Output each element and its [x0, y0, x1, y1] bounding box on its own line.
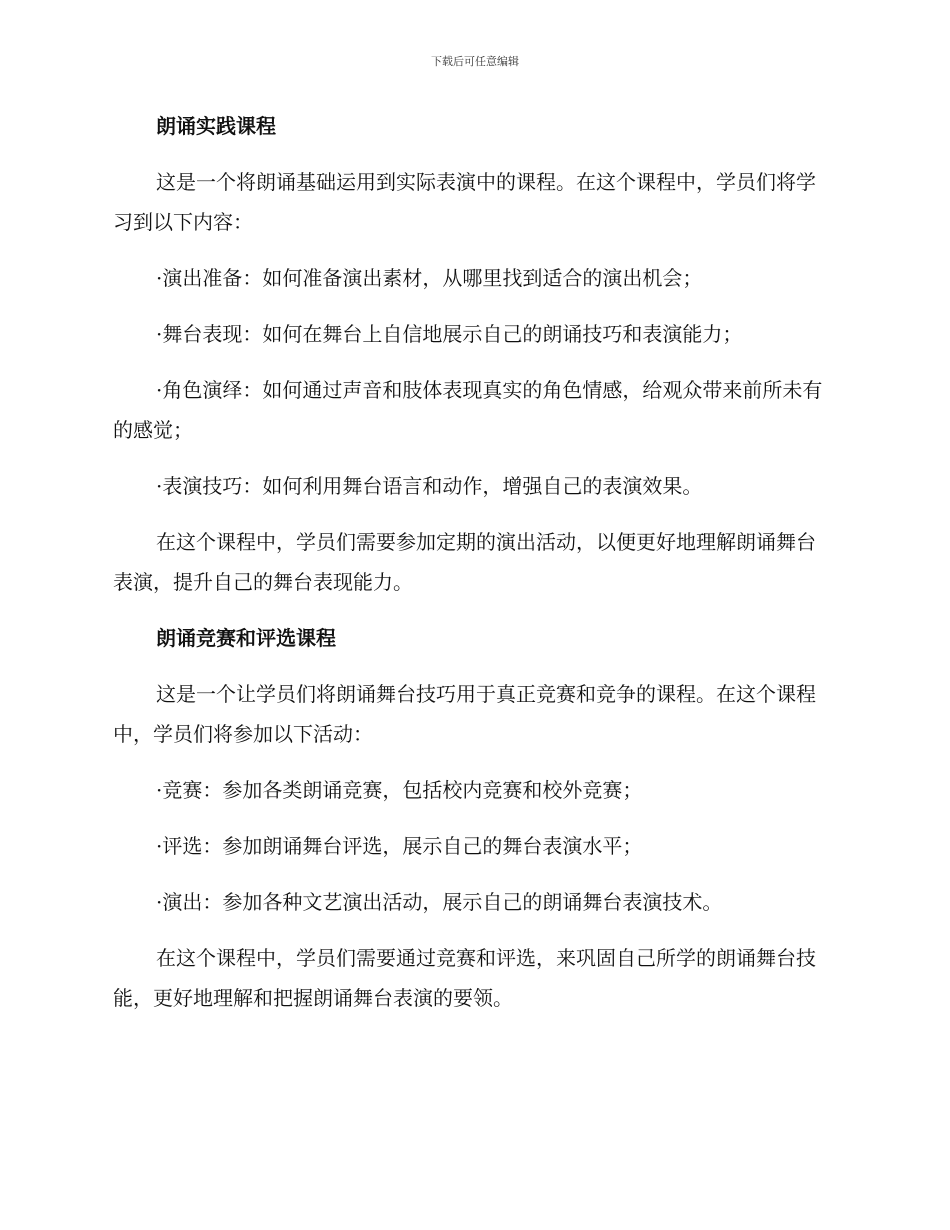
section-competition-course	[113, 618, 833, 1018]
section-heading: 朗诵竞赛和评选课程	[156, 626, 336, 650]
bullet-dot: ·	[156, 474, 163, 498]
bullet-text: 表演技巧：如何利用舞台语言和动作，增强自己的表演效果。	[162, 474, 703, 498]
document-body	[113, 106, 833, 1034]
bullet-text: 竞赛：参加各类朗诵竞赛，包括校内竞赛和校外竞赛；	[162, 778, 643, 802]
bullet-item	[113, 466, 833, 506]
bullet-dot: ·	[156, 266, 163, 290]
bullet-text: 评选：参加朗诵舞台评选，展示自己的舞台表演水平；	[162, 834, 643, 858]
bullet-text: 演出：参加各种文艺演出活动，展示自己的朗诵舞台表演技术。	[162, 890, 723, 914]
bullet-dot: ·	[156, 890, 163, 914]
bullet-item	[113, 770, 833, 810]
bullet-text: 角色演绎：如何通过声音和肢体表现真实的角色情感，给观众带来前所未有的感觉；	[113, 378, 823, 442]
bullet-dot: ·	[156, 778, 163, 802]
page-header-note: 下载后可任意编辑	[431, 55, 519, 68]
bullet-item	[113, 882, 833, 922]
bullet-text: 舞台表现：如何在舞台上自信地展示自己的朗诵技巧和表演能力；	[162, 322, 743, 346]
section-closing-paragraph: 在这个课程中，学员们需要参加定期的演出活动，以便更好地理解朗诵舞台表演，提升自己的舞台表现能力。	[113, 530, 816, 594]
section-intro-paragraph: 这是一个将朗诵基础运用到实际表演中的课程。在这个课程中，学员们将学习到以下内容：	[113, 170, 816, 234]
section-closing-paragraph: 在这个课程中，学员们需要通过竞赛和评选，来巩固自己所学的朗诵舞台技能，更好地理解和把握朗诵舞台表演的要领。	[113, 946, 816, 1010]
bullet-text: 演出准备：如何准备演出素材，从哪里找到适合的演出机会；	[162, 266, 703, 290]
bullet-dot: ·	[156, 834, 163, 858]
section-heading: 朗诵实践课程	[156, 114, 276, 138]
bullet-item	[113, 258, 833, 298]
bullet-dot: ·	[156, 378, 163, 402]
bullet-item	[113, 826, 833, 866]
section-practice-course	[113, 106, 833, 602]
bullet-item	[113, 370, 833, 450]
bullet-dot: ·	[156, 322, 163, 346]
bullet-item	[113, 314, 833, 354]
section-intro-paragraph: 这是一个让学员们将朗诵舞台技巧用于真正竞赛和竞争的课程。在这个课程中，学员们将参加以下活动：	[113, 682, 816, 746]
